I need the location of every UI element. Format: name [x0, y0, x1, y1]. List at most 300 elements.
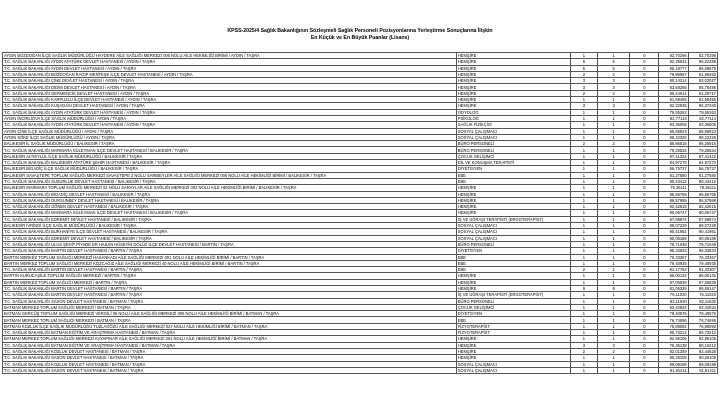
- placed-cell: 2: [597, 267, 629, 273]
- min-score-cell: 79,25534: [659, 147, 688, 153]
- empty-cell: 0: [630, 134, 659, 140]
- placed-cell: 1: [597, 197, 629, 203]
- min-score-cell: 85,65923: [659, 128, 688, 134]
- institution-cell: T.C. SAĞLIK BAKANLIĞI KOZLUK DEVLET HASTANESİ / BATMAN / TAŞRA: [3, 361, 457, 367]
- empty-cell: 0: [630, 241, 659, 247]
- position-cell: HEMŞİRE: [456, 78, 570, 84]
- institution-cell: T.C. SAĞLIK BAKANLIĞI BARTIN DEVLET HASTANESİ / BARTIN / TAŞRA: [3, 292, 457, 298]
- max-score-cell: 76,11020: [688, 292, 717, 298]
- position-cell: HEMŞİRE: [456, 210, 570, 216]
- empty-cell: 0: [630, 122, 659, 128]
- placed-cell: 1: [597, 311, 629, 317]
- position-cell: FİZYOTERAPİST: [456, 323, 570, 329]
- institution-cell: T.C. SAĞLIK BAKANLIĞI SUSURLUK DEVLET HASTANESİ / BALIKESİR / TAŞRA: [3, 178, 457, 184]
- position-cell: BÜRO PERSONELİ: [456, 241, 570, 247]
- placed-cell: 1: [597, 241, 629, 247]
- max-score-cell: 82,77114: [688, 115, 717, 121]
- institution-cell: BATMAN MERKEZ TOPLUM SAĞLIĞI MERKEZİ KAYAPINAR AİLE SAĞLIĞI MERKEZİ 001 NOLU AİLE HEKİMLİĞİ BİRİMİ / BATMAN / TAŞRA: [3, 336, 457, 342]
- max-score-cell: 82,42615: [688, 204, 717, 210]
- min-score-cell: 80,14314: [659, 78, 688, 84]
- max-score-cell: 83,03027: [688, 78, 717, 84]
- max-score-cell: 79,71048: [688, 241, 717, 247]
- max-score-cell: 86,57989: [688, 197, 717, 203]
- position-cell: SOSYAL ÇALIŞMACI: [456, 229, 570, 235]
- placed-cell: 1: [597, 122, 629, 128]
- empty-cell: 0: [630, 128, 659, 134]
- empty-cell: 0: [630, 311, 659, 317]
- min-score-cell: 83,68265: [659, 84, 688, 90]
- placed-cell: 3: [597, 84, 629, 90]
- empty-cell: 0: [630, 317, 659, 323]
- min-score-cell: 76,33367: [659, 254, 688, 260]
- min-score-cell: 82,01349: [659, 348, 688, 354]
- institution-cell: AYDIN BOZDOĞAN İLÇE SAĞLIK MÜDÜRLÜĞÜ HAYDERE AİLE SAĞLIĞI MERKEZİ 006 NOLU AİLE HEKİMLİĞİ BİRİMİ / AYDIN / TAŞRA: [3, 53, 457, 59]
- max-score-cell: 76,33367: [688, 254, 717, 260]
- empty-cell: 0: [630, 53, 659, 59]
- max-score-cell: 81,27580: [688, 172, 717, 178]
- empty-cell: 0: [630, 197, 659, 203]
- institution-cell: T.C. SAĞLIK BAKANLIĞI KOZLUK DEVLET HASTANESİ / BATMAN / TAŞRA: [3, 348, 457, 354]
- empty-cell: 0: [630, 298, 659, 304]
- position-cell: İŞ VE UĞRAŞI TERAPİSTİ (ERGOTERAPİST): [456, 292, 570, 298]
- quota-cell: 1: [570, 166, 597, 172]
- min-score-cell: 78,40576: [659, 311, 688, 317]
- placed-cell: 1: [597, 235, 629, 241]
- min-score-cell: 90,06189: [659, 235, 688, 241]
- max-score-cell: 85,55765: [688, 191, 717, 197]
- placed-cell: 1: [597, 304, 629, 310]
- quota-cell: 1: [570, 97, 597, 103]
- empty-cell: 0: [630, 103, 659, 109]
- institution-cell: T.C. SAĞLIK BAKANLIĞI AYDIN ATATÜRK DEVLET HASTANESİ / AYDIN / TAŞRA: [3, 59, 457, 65]
- position-cell: ÇOCUK GELİŞİMCİ: [456, 153, 570, 159]
- institution-cell: T.C. SAĞLIK BAKANLIĞI ULUS ŞEHİT PİYADE ER HASAN HÜSEYİN DÖLÜZ İLÇE DEVLET HASTANESİ / BARTIN / TAŞRA: [3, 241, 457, 247]
- institution-cell: BALIKESİR MARMARA TOPLUM SAĞLIĞI MERKEZİ 02 NOLU SARAYLAR AİLE SAĞLIĞI MERKEZİ 002 NOLU AİLE HEKİMLİĞİ BİRİMİ / BALIKESİR / TAŞRA: [3, 185, 457, 191]
- empty-cell: 0: [630, 367, 659, 373]
- institution-cell: T.C. SAĞLIK BAKANLIĞI KARPUZLU İLÇE DEVLET HASTANESİ / AYDIN / TAŞRA: [3, 97, 457, 103]
- quota-cell: 1: [570, 298, 597, 304]
- empty-cell: 0: [630, 267, 659, 273]
- quota-cell: 5: [570, 65, 597, 71]
- position-cell: HEMŞİRE: [456, 204, 570, 210]
- placed-cell: 2: [597, 141, 629, 147]
- position-cell: BÜRO PERSONELİ: [456, 298, 570, 304]
- position-cell: HEMŞİRE: [456, 97, 570, 103]
- min-score-cell: 79,71048: [659, 241, 688, 247]
- placed-cell: 9: [597, 285, 629, 291]
- max-score-cell: 88,22326: [688, 134, 717, 140]
- placed-cell: 1: [597, 317, 629, 323]
- quota-cell: 3: [570, 342, 597, 348]
- max-score-cell: 82,95106: [688, 336, 717, 342]
- min-score-cell: 79,95557: [659, 71, 688, 77]
- empty-cell: 0: [630, 97, 659, 103]
- min-score-cell: 76,74696: [659, 317, 688, 323]
- position-cell: DİL VE KONUŞMA TERAPİSTİ: [456, 160, 570, 166]
- empty-cell: 0: [630, 172, 659, 178]
- max-score-cell: 95,33833: [688, 248, 717, 254]
- placed-cell: 1: [597, 229, 629, 235]
- empty-cell: 0: [630, 109, 659, 115]
- placed-cell: 1: [597, 109, 629, 115]
- placed-cell: 1: [597, 172, 629, 178]
- min-score-cell: 76,89092: [659, 323, 688, 329]
- max-score-cell: 81,58455: [688, 97, 717, 103]
- empty-cell: 0: [630, 229, 659, 235]
- max-score-cell: 79,55263: [688, 109, 717, 115]
- min-score-cell: 82,11630: [659, 298, 688, 304]
- quota-cell: 1: [570, 122, 597, 128]
- max-score-cell: 86,00132: [688, 273, 717, 279]
- empty-cell: 0: [630, 78, 659, 84]
- empty-cell: 0: [630, 59, 659, 65]
- min-score-cell: 82,22935: [659, 103, 688, 109]
- max-score-cell: 90,41951: [688, 229, 717, 235]
- results-table-body: [3, 53, 718, 374]
- max-score-cell: 80,43412: [688, 178, 717, 184]
- institution-cell: T.C. SAĞLIK BAKANLIĞI GÖNEN DEVLET HASTANESİ / BALIKESİR / TAŞRA: [3, 204, 457, 210]
- max-score-cell: 87,68874: [688, 216, 717, 222]
- quota-cell: 1: [570, 109, 597, 115]
- institution-cell: T.C. SAĞLIK BAKANLIĞI AYDIN DEVLET HASTANESİ / AYDIN / TAŞRA: [3, 65, 457, 71]
- position-cell: ÇOCUK GELİŞİMCİ: [456, 304, 570, 310]
- empty-cell: 0: [630, 223, 659, 229]
- empty-cell: 0: [630, 285, 659, 291]
- max-score-cell: 81,99262: [688, 71, 717, 77]
- placed-cell: 1: [597, 248, 629, 254]
- max-score-cell: 86,37340: [688, 103, 717, 109]
- placed-cell: 1: [597, 273, 629, 279]
- position-cell: SOSYAL ÇALIŞMACI: [456, 367, 570, 373]
- empty-cell: 0: [630, 141, 659, 147]
- institution-cell: T.C. SAĞLIK BAKANLIĞI BATMAN EĞİTİM VE ARAŞTIRMA HASTANESİ / BATMAN / TAŞRA: [3, 342, 457, 348]
- placed-cell: 1: [597, 336, 629, 342]
- max-score-cell: 85,55147: [688, 285, 717, 291]
- quota-cell: 1: [570, 317, 597, 323]
- min-score-cell: 81,27580: [659, 172, 688, 178]
- max-score-cell: 83,36005: [688, 122, 717, 128]
- min-score-cell: 79,36111: [659, 185, 688, 191]
- empty-cell: 0: [630, 330, 659, 336]
- placed-cell: 1: [597, 260, 629, 266]
- placed-cell: 1: [597, 115, 629, 121]
- placed-cell: 1: [597, 185, 629, 191]
- empty-cell: 0: [630, 260, 659, 266]
- quota-cell: 1: [570, 178, 597, 184]
- institution-cell: T.C. SAĞLIK BAKANLIĞI BALIKESİR ATATÜRK ŞEHİR HASTANESİ / BALIKESİR / TAŞRA: [3, 160, 457, 166]
- min-score-cell: 86,00132: [659, 273, 688, 279]
- min-score-cell: 85,55765: [659, 191, 688, 197]
- quota-cell: 2: [570, 267, 597, 273]
- placed-cell: 1: [597, 166, 629, 172]
- quota-cell: 2: [570, 90, 597, 96]
- empty-cell: 0: [630, 153, 659, 159]
- position-cell: ODYOLOG: [456, 109, 570, 115]
- institution-cell: AYDIN SÖKE İLÇE SAĞLIK MÜDÜRLÜĞÜ / AYDIN / TAŞRA: [3, 134, 457, 140]
- position-cell: FİZYOTERAPİST: [456, 330, 570, 336]
- title-line-2: En Küçük ve En Büyük Puanlar (Lisans): [310, 35, 410, 42]
- min-score-cell: 88,22326: [659, 134, 688, 140]
- quota-cell: 1: [570, 216, 597, 222]
- placed-cell: 2: [597, 71, 629, 77]
- quota-cell: 1: [570, 361, 597, 367]
- quota-cell: 1: [570, 273, 597, 279]
- max-score-cell: 85,76495: [688, 84, 717, 90]
- position-cell: SOSYAL ÇALIŞMACI: [456, 361, 570, 367]
- quota-cell: 1: [570, 235, 597, 241]
- institution-cell: BATMAN MERKEZ TOPLUM SAĞLIĞI MERKEZİ / BATMAN / TAŞRA: [3, 317, 457, 323]
- min-score-cell: 89,09198: [659, 361, 688, 367]
- empty-cell: 0: [630, 166, 659, 172]
- quota-cell: 1: [570, 336, 597, 342]
- max-score-cell: 81,29717: [688, 90, 717, 96]
- max-score-cell: 85,22386: [688, 59, 717, 65]
- max-score-cell: 84,97270: [688, 160, 717, 166]
- min-score-cell: 83,36005: [659, 122, 688, 128]
- institution-cell: T.C. SAĞLIK BAKANLIĞI BİGADİÇ DEVLET HASTANESİ / BALIKESİR / TAŞRA: [3, 191, 457, 197]
- institution-cell: T.C. SAĞLIK BAKANLIĞI BARTIN DEVLET HASTANESİ / BARTIN / TAŞRA: [3, 285, 457, 291]
- placed-cell: 1: [597, 367, 629, 373]
- institution-cell: T.C. SAĞLIK BAKANLIĞI SASON DEVLET HASTANESİ / BATMAN / TAŞRA: [3, 367, 457, 373]
- position-cell: EBE: [456, 267, 570, 273]
- institution-cell: BARTIN KURUCAŞİLE TOPLUM SAĞLIĞI MERKEZİ / BARTIN / TAŞRA: [3, 273, 457, 279]
- min-score-cell: 56,75737: [659, 166, 688, 172]
- institution-cell: T.C. SAĞLIK BAKANLIĞI BOZDOĞAN RAGIP MENTEŞE İLÇE DEVLET HASTANESİ / AYDIN / TAŞRA: [3, 71, 457, 77]
- quota-cell: 1: [570, 204, 597, 210]
- institution-cell: BATMAN KOZLUK İLÇE SAĞLIK MÜDÜRLÜĞÜ TUZLAGÖZÜ AİLE SAĞLIĞI MERKEZİ 027 NOLU AİLE HEKİMLİĞİ BİRİMİ / BATMAN / TAŞRA: [3, 323, 457, 329]
- position-cell: BÜRO PERSONELİ: [456, 147, 570, 153]
- placed-cell: 1: [597, 361, 629, 367]
- position-cell: HEMŞİRE: [456, 103, 570, 109]
- title-line-1: KPSS-2025/4 Sağlık Bakanlığının Sözleşmeli Sağlık Personeli Pozisyonlarına Yerleştirme Sonuçlarına İlişkin: [227, 28, 493, 34]
- quota-cell: 1: [570, 355, 597, 361]
- min-score-cell: 87,41322: [659, 153, 688, 159]
- empty-cell: 0: [630, 348, 659, 354]
- min-score-cell: 79,55263: [659, 109, 688, 115]
- min-score-cell: 82,77114: [659, 115, 688, 121]
- placed-cell: 3: [597, 103, 629, 109]
- quota-cell: 1: [570, 128, 597, 134]
- institution-cell: T.C. SAĞLIK BAKANLIĞI ÇİNE DEVLET HASTANESİ / AYDIN / TAŞRA: [3, 78, 457, 84]
- min-score-cell: 82,25531: [659, 59, 688, 65]
- empty-cell: 0: [630, 336, 659, 342]
- position-cell: DİYETİSYEN: [456, 311, 570, 317]
- min-score-cell: 84,97270: [659, 160, 688, 166]
- empty-cell: 0: [630, 342, 659, 348]
- quota-cell: 1: [570, 153, 597, 159]
- min-score-cell: 95,33833: [659, 248, 688, 254]
- quota-cell: 2: [570, 348, 597, 354]
- max-score-cell: 80,25105: [688, 355, 717, 361]
- min-score-cell: 81,05335: [659, 285, 688, 291]
- institution-cell: T.C. SAĞLIK BAKANLIĞI DİDİM DEVLET HASTANESİ / AYDIN / TAŞRA: [3, 84, 457, 90]
- position-cell: EBE: [456, 317, 570, 323]
- max-score-cell: 83,42834: [688, 304, 717, 310]
- quota-cell: 1: [570, 53, 597, 59]
- max-score-cell: 85,65923: [688, 128, 717, 134]
- min-score-cell: 90,41951: [659, 229, 688, 235]
- min-score-cell: 81,58455: [659, 97, 688, 103]
- quota-cell: 1: [570, 229, 597, 235]
- placed-cell: 1: [597, 216, 629, 222]
- empty-cell: 0: [630, 292, 659, 298]
- min-score-cell: 85,73212: [659, 330, 688, 336]
- empty-cell: 0: [630, 84, 659, 90]
- institution-cell: AYDIN İNCİRLİOVA İLÇE SAĞLIK MÜDÜRLÜĞÜ / AYDIN / TAŞRA: [3, 115, 457, 121]
- empty-cell: 0: [630, 235, 659, 241]
- quota-cell: 1: [570, 260, 597, 266]
- placed-cell: 5: [597, 65, 629, 71]
- quota-cell: 1: [570, 292, 597, 298]
- institution-cell: T.C. SAĞLIK BAKANLIĞI DURSUNBEY DEVLET HASTANESİ / BALIKESİR / TAŞRA: [3, 197, 457, 203]
- quota-cell: 3: [570, 103, 597, 109]
- quota-cell: 1: [570, 191, 597, 197]
- position-cell: HEMŞİRE: [456, 65, 570, 71]
- quota-cell: 3: [570, 84, 597, 90]
- placed-cell: 1: [597, 153, 629, 159]
- placed-cell: 1: [597, 160, 629, 166]
- position-cell: SAĞLIK FİZİKÇİSİ: [456, 122, 570, 128]
- empty-cell: 0: [630, 160, 659, 166]
- placed-cell: 1: [597, 323, 629, 329]
- min-score-cell: 87,05839: [659, 279, 688, 285]
- max-score-cell: 80,06747: [688, 210, 717, 216]
- max-score-cell: 79,40935: [688, 260, 717, 266]
- quota-cell: 1: [570, 115, 597, 121]
- empty-cell: 0: [630, 90, 659, 96]
- placed-cell: 1: [597, 97, 629, 103]
- min-score-cell: 85,18777: [659, 65, 688, 71]
- institution-cell: BALIKESİR İVRİNDİ İLÇE SAĞLIK MÜDÜRLÜĞÜ / BALIKESİR / TAŞRA: [3, 223, 457, 229]
- max-score-cell: 91,81211: [688, 367, 717, 373]
- min-score-cell: 82,70296: [659, 53, 688, 59]
- institution-cell: BALIKESİR İL SAĞLIK MÜDÜRLÜĞÜ / BALIKESİR / TAŞRA: [3, 141, 457, 147]
- placed-cell: 1: [597, 147, 629, 153]
- placed-cell: 1: [597, 53, 629, 59]
- quota-cell: 1: [570, 279, 597, 285]
- min-score-cell: 87,68874: [659, 216, 688, 222]
- institution-cell: BARTIN MERKEZ TOPLUM SAĞLIĞI MERKEZİ KOZCAĞIZ AİLE SAĞLIĞI MERKEZİ 40 NOLU AİLE HEKİMLİĞİ BİRİMİ / BARTIN / TAŞRA: [3, 260, 457, 266]
- results-table: [2, 52, 718, 374]
- placed-cell: 1: [597, 178, 629, 184]
- quota-cell: 1: [570, 241, 597, 247]
- position-cell: HEMŞİRE: [456, 84, 570, 90]
- position-cell: HEMŞİRE: [456, 273, 570, 279]
- quota-cell: 1: [570, 304, 597, 310]
- institution-cell: BALIKESİR ALTIEYLÜL İLÇE SAĞLIK MÜDÜRLÜĞÜ / BALIKESİR / TAŞRA: [3, 153, 457, 159]
- placed-cell: 1: [597, 298, 629, 304]
- placed-cell: 1: [597, 330, 629, 336]
- empty-cell: 0: [630, 65, 659, 71]
- quota-cell: 1: [570, 248, 597, 254]
- min-score-cell: 80,44914: [659, 90, 688, 96]
- placed-cell: 2: [597, 348, 629, 354]
- empty-cell: 0: [630, 147, 659, 153]
- quota-cell: 5: [570, 59, 597, 65]
- min-score-cell: 80,25105: [659, 355, 688, 361]
- min-score-cell: 82,42615: [659, 204, 688, 210]
- empty-cell: 0: [630, 216, 659, 222]
- empty-cell: 0: [630, 304, 659, 310]
- max-score-cell: 83,44828: [688, 348, 717, 354]
- placed-cell: 5: [597, 59, 629, 65]
- min-score-cell: 80,43412: [659, 178, 688, 184]
- placed-cell: 1: [597, 254, 629, 260]
- max-score-cell: 78,40576: [688, 311, 717, 317]
- min-score-cell: 91,81211: [659, 367, 688, 373]
- quota-cell: 1: [570, 323, 597, 329]
- placed-cell: 3: [597, 342, 629, 348]
- institution-cell: T.C. SAĞLIK BAKANLIĞI KUŞADASI DEVLET HASTANESİ / AYDIN / TAŞRA: [3, 103, 457, 109]
- position-cell: HEMŞİRE: [456, 90, 570, 96]
- institution-cell: T.C. SAĞLIK BAKANLIĞI EDREMİT DEVLET HASTANESİ / BALIKESİR / TAŞRA: [3, 216, 457, 222]
- institution-cell: T.C. SAĞLIK BAKANLIĞI BARTIN DEVLET HASTANESİ / BARTIN / TAŞRA: [3, 267, 457, 273]
- max-score-cell: 81,33307: [688, 267, 717, 273]
- quota-cell: 2: [570, 71, 597, 77]
- position-cell: HEMŞİRE: [456, 336, 570, 342]
- max-score-cell: 56,75737: [688, 166, 717, 172]
- document-title: [0, 28, 720, 42]
- quota-cell: 1: [570, 172, 597, 178]
- max-score-cell: 82,11630: [688, 298, 717, 304]
- empty-cell: 0: [630, 355, 659, 361]
- position-cell: SOSYAL ÇALIŞMACI: [456, 134, 570, 140]
- min-score-cell: 85,86518: [659, 141, 688, 147]
- quota-cell: 3: [570, 78, 597, 84]
- quota-cell: 1: [570, 185, 597, 191]
- max-score-cell: 87,41322: [688, 153, 717, 159]
- institution-cell: T.C. SAĞLIK BAKANLIĞI SASON DEVLET HASTANESİ / BATMAN / TAŞRA: [3, 355, 457, 361]
- institution-cell: BATMAN MERKEZ TOPLUM SAĞLIĞI MERKEZİ / BATMAN / TAŞRA: [3, 304, 457, 310]
- max-score-cell: 82,70296: [688, 53, 717, 59]
- institution-cell: BALIKESİR BİGADİÇ İLÇE SAĞLIK MÜDÜRLÜĞÜ / BALIKESİR / TAŞRA: [3, 166, 457, 172]
- max-score-cell: 90,06189: [688, 235, 717, 241]
- min-score-cell: 76,11020: [659, 292, 688, 298]
- position-cell: EBE: [456, 260, 570, 266]
- position-cell: HEMŞİRE: [456, 342, 570, 348]
- empty-cell: 0: [630, 279, 659, 285]
- quota-cell: 1: [570, 210, 597, 216]
- placed-cell: 1: [597, 210, 629, 216]
- institution-cell: T.C. SAĞLIK BAKANLIĞI BURHANİYE İLÇE DEVLET HASTANESİ / BALIKESİR / TAŞRA: [3, 229, 457, 235]
- placed-cell: 1: [597, 191, 629, 197]
- empty-cell: 0: [630, 361, 659, 367]
- quota-cell: 1: [570, 160, 597, 166]
- position-cell: EBE: [456, 172, 570, 178]
- position-cell: EBE: [456, 178, 570, 184]
- institution-cell: T.C. SAĞLIK BAKANLIĞI BATMAN EĞİTİM VE ARAŞTIRMA HASTANESİ / BATMAN / TAŞRA: [3, 330, 457, 336]
- min-score-cell: 79,40935: [659, 260, 688, 266]
- position-cell: HEMŞİRE: [456, 279, 570, 285]
- position-cell: HEMŞİRE: [456, 71, 570, 77]
- min-score-cell: 76,35138: [659, 342, 688, 348]
- position-cell: DİYETİSYEN: [456, 166, 570, 172]
- quota-cell: 1: [570, 330, 597, 336]
- position-cell: SOSYAL ÇALIŞMACI: [456, 223, 570, 229]
- placed-cell: 1: [597, 128, 629, 134]
- max-score-cell: 89,09198: [688, 361, 717, 367]
- empty-cell: 0: [630, 115, 659, 121]
- empty-cell: 0: [630, 323, 659, 329]
- empty-cell: 0: [630, 204, 659, 210]
- position-cell: BÜRO PERSONELİ: [456, 141, 570, 147]
- position-cell: HEMŞİRE: [456, 53, 570, 59]
- quota-cell: 1: [570, 223, 597, 229]
- quota-cell: 1: [570, 134, 597, 140]
- institution-cell: T.C. SAĞLIK BAKANLIĞI MARMARA SÜLEYMAN İLÇE DEVLET HASTANESİ / BALIKESİR / TAŞRA: [3, 210, 457, 216]
- institution-cell: BARTIN MERKEZ TOPLUM SAĞLIĞI MERKEZİ / BARTIN / TAŞRA: [3, 279, 457, 285]
- empty-cell: 0: [630, 178, 659, 184]
